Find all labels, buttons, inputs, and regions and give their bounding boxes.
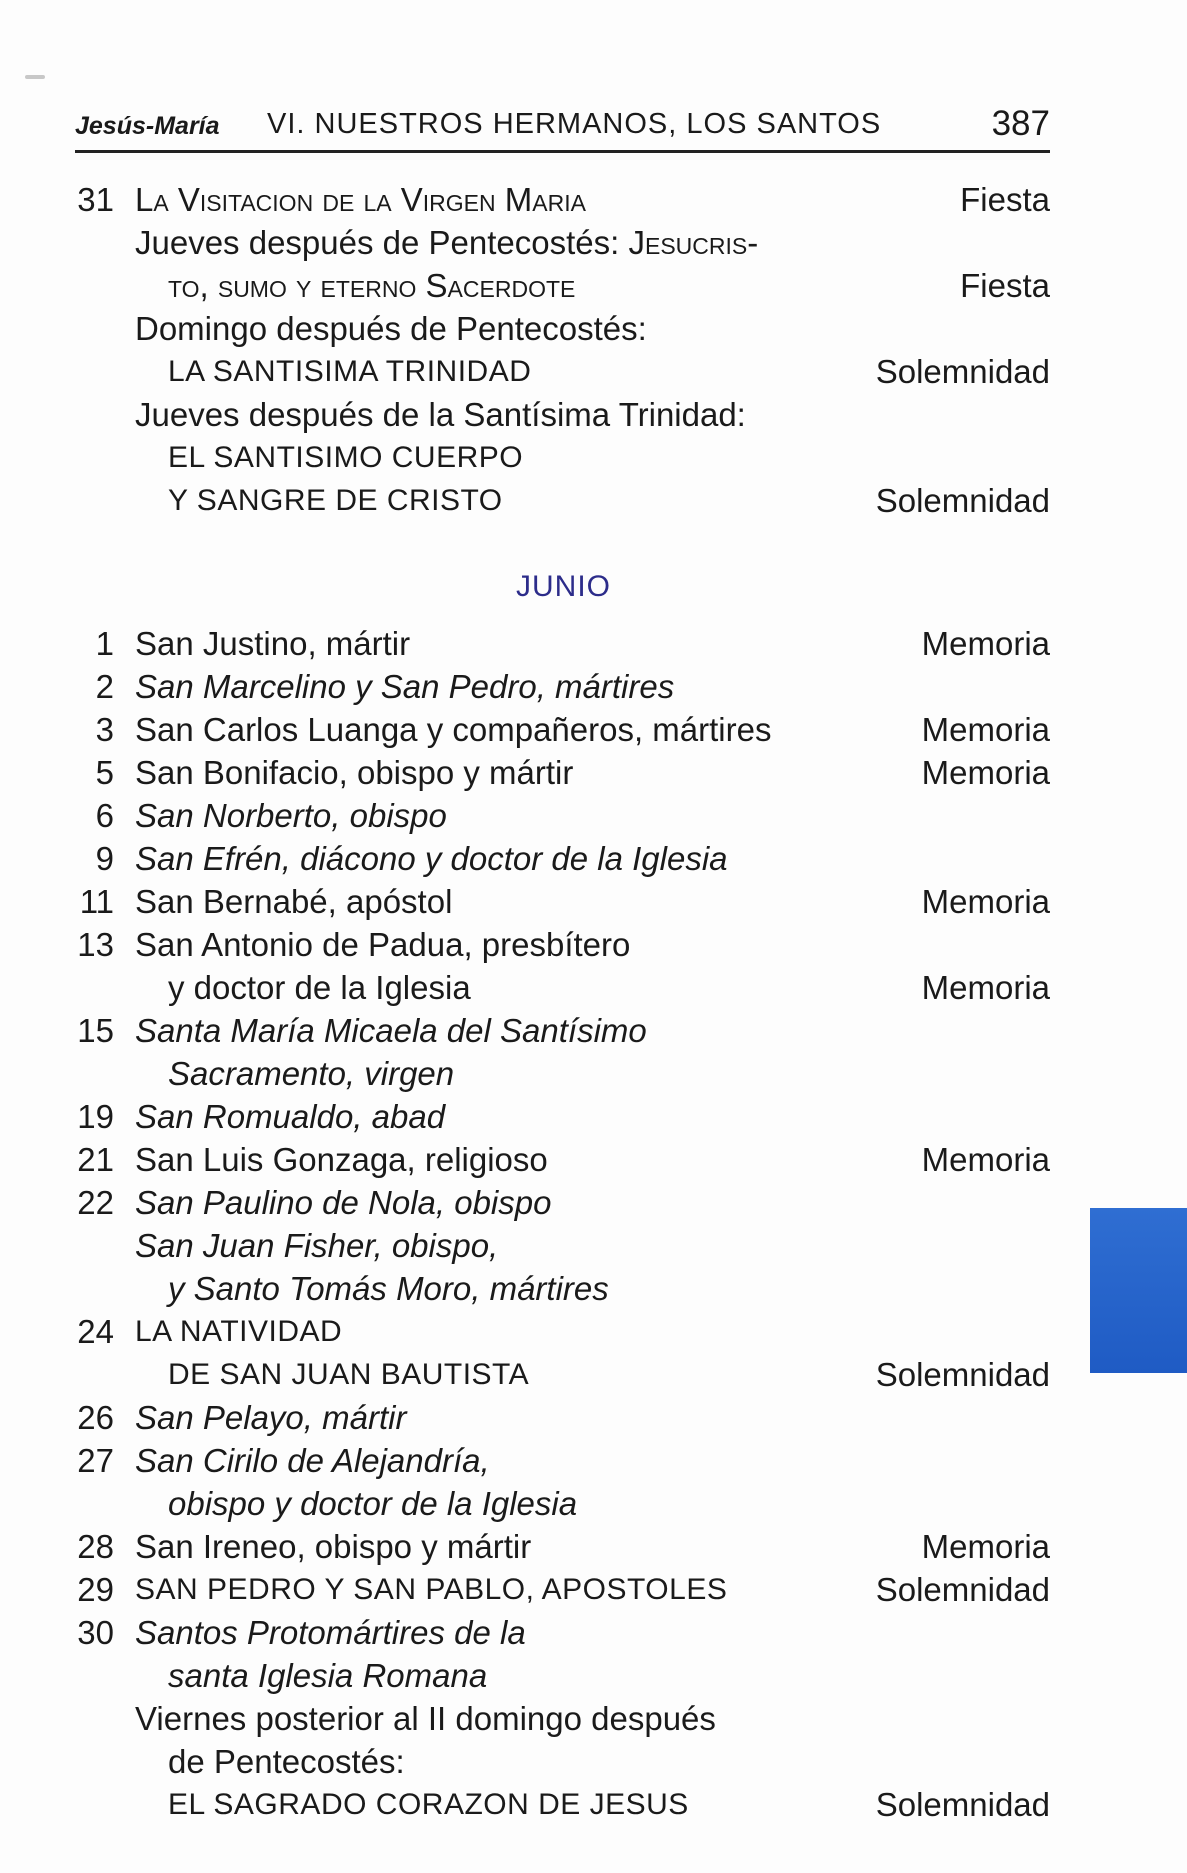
day-number: 9 [95,840,114,877]
calendar-entry [0,1697,1187,1740]
feast-rank: Fiesta [960,181,1050,218]
feast-name: Domingo después de Pentecostés: [135,310,647,347]
day-number: 21 [77,1141,114,1178]
feast-name: Jueves después de Pentecostés: Jesucris- [135,224,759,261]
calendar-entry [0,1396,1187,1439]
feast-name: San Bonifacio, obispo y mártir [135,754,574,791]
feast-rank: Solemnidad [875,1786,1050,1823]
day-number: 19 [77,1098,114,1135]
calendar-entry [0,436,1187,479]
calendar-entry [0,1740,1187,1783]
calendar-entry [0,1568,1187,1611]
feast-name: y Santo Tomás Moro, mártires [168,1270,609,1307]
day-number: 22 [77,1184,114,1221]
day-number: 30 [77,1614,114,1651]
month-heading: JUNIO [516,570,611,603]
calendar-entry [0,1482,1187,1525]
feast-rank: Memoria [921,1141,1050,1178]
feast-name: LA NATIVIDAD [135,1315,343,1348]
calendar-entry [0,264,1187,307]
day-number: 13 [77,926,114,963]
day-number: 6 [95,797,114,834]
calendar-entry [0,622,1187,665]
feast-name: Santos Protomártires de la [135,1614,526,1651]
feast-rank: Memoria [921,1528,1050,1565]
calendar-entry [0,1783,1187,1826]
feast-name: Viernes posterior al II domingo después [135,1700,716,1737]
calendar-entry [0,1052,1187,1095]
feast-rank: Memoria [921,754,1050,791]
calendar-entry [0,708,1187,751]
running-header [75,100,1050,153]
day-number: 26 [77,1399,114,1436]
calendar-entry [0,1439,1187,1482]
feast-rank: Fiesta [960,267,1050,304]
feast-name: San Marcelino y San Pedro, mártires [135,668,675,705]
feast-name: LA SANTISIMA TRINIDAD [168,355,532,388]
feast-name: EL SANTISIMO CUERPO [168,441,524,474]
feast-name: SAN PEDRO Y SAN PABLO, APOSTOLES [135,1573,728,1606]
day-number: 11 [79,883,114,920]
feast-name: San Paulino de Nola, obispo [135,1184,552,1221]
feast-name: Y SANGRE DE CRISTO [168,484,503,517]
calendar-entry [0,880,1187,923]
calendar-entry [0,178,1187,221]
calendar-entry [0,751,1187,794]
page-number: 387 [991,104,1050,143]
calendar-entry [0,665,1187,708]
day-number: 1 [95,625,114,662]
feast-name: San Luis Gonzaga, religioso [135,1141,548,1178]
feast-name: San Justino, mártir [135,625,411,662]
feast-rank: Solemnidad [875,353,1050,390]
feast-name: San Cirilo de Alejandría, [135,1442,490,1479]
calendar-entry [0,1138,1187,1181]
header-author: Jesús-María [75,112,220,140]
feast-name: DE SAN JUAN BAUTISTA [168,1358,530,1391]
feast-name: to, sumo y eterno Sacerdote [168,267,576,304]
calendar-entry [0,1095,1187,1138]
calendar-entry [0,837,1187,880]
feast-name: y doctor de la Iglesia [168,969,471,1006]
feast-name: San Norberto, obispo [135,797,447,834]
calendar-entry [0,1181,1187,1224]
feast-name: San Bernabé, apóstol [135,883,453,920]
feast-rank: Solemnidad [875,482,1050,519]
feast-name: EL SAGRADO CORAZON DE JESUS [168,1788,689,1821]
feast-name: Jueves después de la Santísima Trinidad: [135,396,746,433]
feast-name: obispo y doctor de la Iglesia [168,1485,578,1522]
feast-name: santa Iglesia Romana [168,1657,488,1694]
calendar-entry [0,794,1187,837]
feast-name: Sacramento, virgen [168,1055,455,1092]
calendar-entry [0,307,1187,350]
day-number: 24 [77,1313,114,1350]
calendar-entry [0,1310,1187,1353]
feast-name: de Pentecostés: [168,1743,405,1780]
calendar-entry [0,1224,1187,1267]
feast-name: San Carlos Luanga y compañeros, mártires [135,711,772,748]
day-number: 3 [95,711,114,748]
blue-index-tab [1090,1208,1187,1373]
calendar-entry [0,393,1187,436]
feast-rank: Memoria [921,625,1050,662]
feast-name: San Romualdo, abad [135,1098,446,1135]
calendar-entry [0,479,1187,522]
feast-name: San Efrén, diácono y doctor de la Iglesia [135,840,728,877]
feast-name: Santa María Micaela del Santísimo [135,1012,647,1049]
feast-name: La Visitacion de la Virgen Maria [135,181,586,218]
calendar-entry [0,350,1187,393]
day-number: 2 [95,668,114,705]
calendar-entry [0,1611,1187,1654]
day-number: 29 [77,1571,114,1608]
day-number: 5 [95,754,114,791]
calendar-entry [0,1525,1187,1568]
header-title: VI. NUESTROS HERMANOS, LOS SANTOS [267,108,882,140]
feast-rank: Memoria [921,711,1050,748]
calendar-entry [0,1654,1187,1697]
calendar-entry [0,923,1187,966]
page-smudge [25,75,45,79]
feast-name: San Ireneo, obispo y mártir [135,1528,532,1565]
feast-rank: Solemnidad [875,1356,1050,1393]
feast-rank: Solemnidad [875,1571,1050,1608]
feast-name: San Juan Fisher, obispo, [135,1227,499,1264]
calendar-entry [0,221,1187,264]
calendar-entry [0,1009,1187,1052]
feast-rank: Memoria [921,883,1050,920]
day-number: 15 [77,1012,114,1049]
feast-name: San Antonio de Padua, presbítero [135,926,631,963]
calendar-entry [0,1353,1187,1396]
calendar-entry [0,966,1187,1009]
feast-name: San Pelayo, mártir [135,1399,407,1436]
calendar-entry [0,1267,1187,1310]
day-number: 31 [77,181,114,218]
day-number: 27 [77,1442,114,1479]
day-number: 28 [77,1528,114,1565]
feast-rank: Memoria [921,969,1050,1006]
